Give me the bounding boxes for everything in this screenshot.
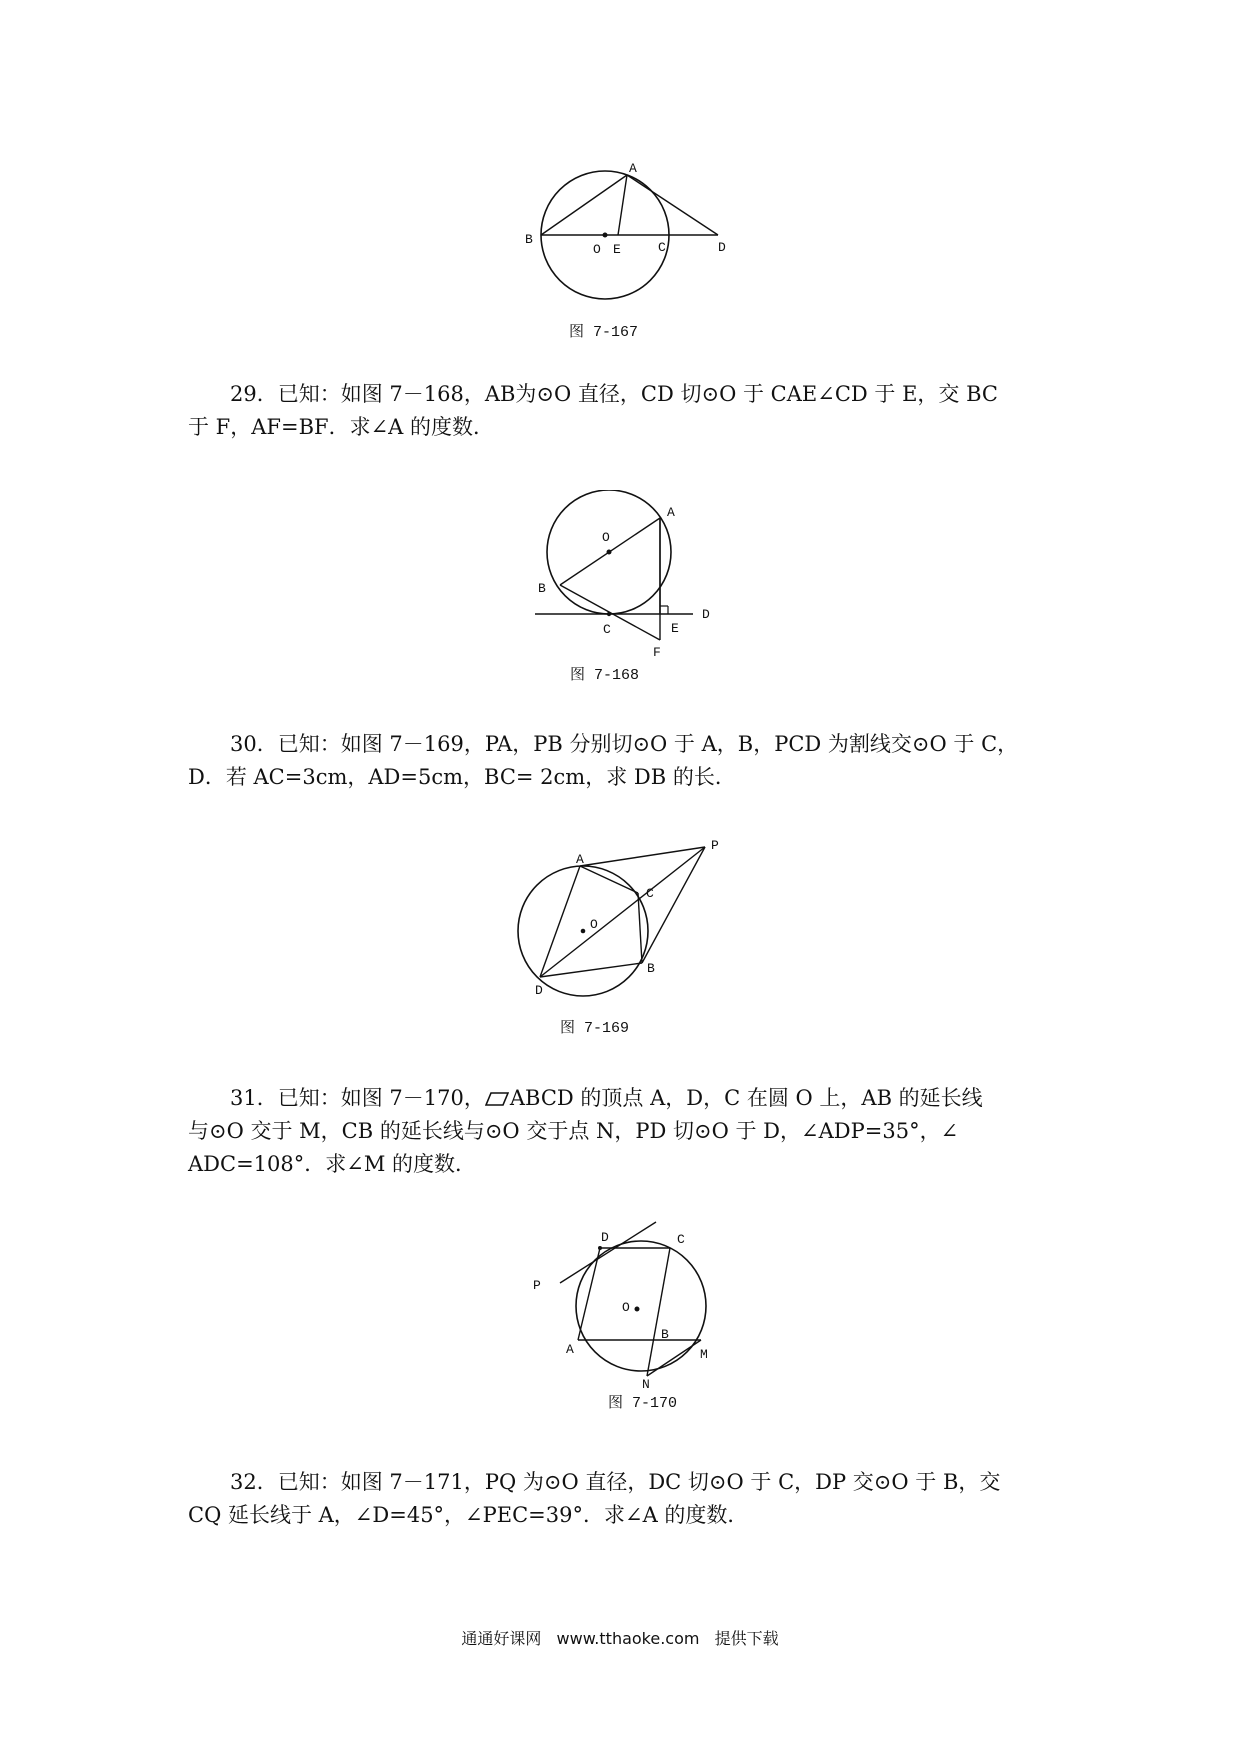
problem-29-line-1: 29．已知：如图 7－168，AB为⊙O 直径，CD 切⊙O 于 CAE∠CD 于 E，交 BC: [230, 382, 998, 406]
page-footer: [0, 1626, 1240, 1649]
label-c: C: [677, 1232, 685, 1247]
figure-7-167-diagram: [510, 150, 750, 310]
tangent-point-dot: [607, 612, 611, 616]
segment-da: [578, 1248, 600, 1340]
label-d: D: [718, 240, 726, 255]
label-a: A: [566, 1342, 574, 1357]
tangent-pb: [642, 847, 705, 963]
center-dot: [603, 233, 608, 238]
footer-url[interactable]: www.tthaoke.com: [556, 1629, 700, 1648]
figure-7-170: [530, 1210, 730, 1390]
figure-7-169-diagram: [515, 835, 730, 1005]
problem-30-line-1: 30．已知：如图 7－169，PA，PB 分别切⊙O 于 A，B，PCD 为割线交⊙O 于 C，: [230, 732, 1019, 756]
figure-7-168: [520, 490, 720, 665]
figure-caption-7-169: 图 7-169: [560, 1020, 630, 1037]
problem-31-line-1-prefix: 31．已知：如图 7－170，: [230, 1086, 485, 1110]
label-a: A: [576, 852, 584, 867]
problem-31-line-1: [188, 1082, 1058, 1115]
parallelogram-icon: [485, 1091, 509, 1107]
label-o: O: [593, 242, 601, 257]
footer-action: 提供下载: [714, 1629, 779, 1648]
figure-7-168-diagram: [520, 490, 720, 665]
figure-caption-7-167: 图 7-167: [569, 324, 639, 341]
label-o: O: [590, 917, 598, 932]
problem-31-line-2: 与⊙O 交于 M，CB 的延长线与⊙O 交于点 N，PD 切⊙O 于 D，∠ADP=35°，∠: [188, 1119, 959, 1143]
problem-31: [188, 1082, 1058, 1181]
segment-ad: [540, 866, 580, 977]
figure-7-170-diagram: [530, 1210, 730, 1390]
segment-nm: [647, 1340, 701, 1376]
problem-30: [188, 728, 1058, 794]
problem-32: [188, 1466, 1058, 1532]
label-c: C: [603, 622, 611, 637]
label-b: B: [661, 1327, 669, 1342]
problem-30-line-2: D．若 AC=3cm，AD=5cm，BC= 2cm，求 DB 的长．: [188, 765, 736, 789]
label-m: M: [700, 1347, 708, 1362]
figure-caption-7-170: 图 7-170: [608, 1395, 678, 1412]
label-d: D: [535, 983, 543, 998]
label-b: B: [538, 581, 546, 596]
label-b: B: [647, 961, 655, 976]
label-p: P: [711, 838, 719, 853]
problem-29: [188, 378, 1058, 444]
secant-pcd: [540, 847, 705, 977]
label-e: E: [613, 242, 621, 257]
label-d: D: [601, 1230, 609, 1245]
center-dot: [607, 550, 612, 555]
figure-7-169: [515, 835, 730, 1005]
center-dot: [635, 1307, 640, 1312]
label-d: D: [702, 607, 710, 622]
center-dot: [581, 929, 586, 934]
segment-ac: [580, 866, 638, 893]
label-a: A: [629, 161, 637, 176]
problem-32-line-1: 32．已知：如图 7－171，PQ 为⊙O 直径，DC 切⊙O 于 C，DP 交⊙O 于 B，交: [230, 1470, 1001, 1494]
tangent-point-dot: [598, 1246, 602, 1250]
problem-32-line-2: CQ 延长线于 A，∠D=45°，∠PEC=39°．求∠A 的度数．: [188, 1503, 749, 1527]
label-b: B: [525, 232, 533, 247]
label-c: C: [658, 240, 666, 255]
tangent-pa: [580, 847, 705, 866]
segment-ae: [618, 175, 627, 235]
problem-29-line-2: 于 F，AF=BF．求∠A 的度数．: [188, 415, 495, 439]
label-e: E: [671, 621, 679, 636]
segment-cn: [647, 1248, 670, 1376]
label-n: N: [642, 1377, 650, 1390]
figure-7-167: [510, 150, 750, 310]
label-a: A: [667, 505, 675, 520]
figure-caption-7-168: 图 7-168: [570, 667, 640, 684]
label-o: O: [602, 530, 610, 545]
label-f: F: [653, 645, 661, 660]
footer-site-name: 通通好课网: [461, 1629, 542, 1648]
label-p: P: [533, 1278, 541, 1293]
label-o: O: [622, 1300, 630, 1315]
segment-ad: [627, 175, 718, 235]
problem-31-line-3: ADC=108°．求∠M 的度数．: [188, 1152, 477, 1176]
problem-31-line-1-suffix: ABCD 的顶点 A，D，C 在圆 O 上，AB 的延长线: [509, 1086, 983, 1110]
label-c: C: [646, 886, 654, 901]
segment-ab: [541, 175, 627, 235]
